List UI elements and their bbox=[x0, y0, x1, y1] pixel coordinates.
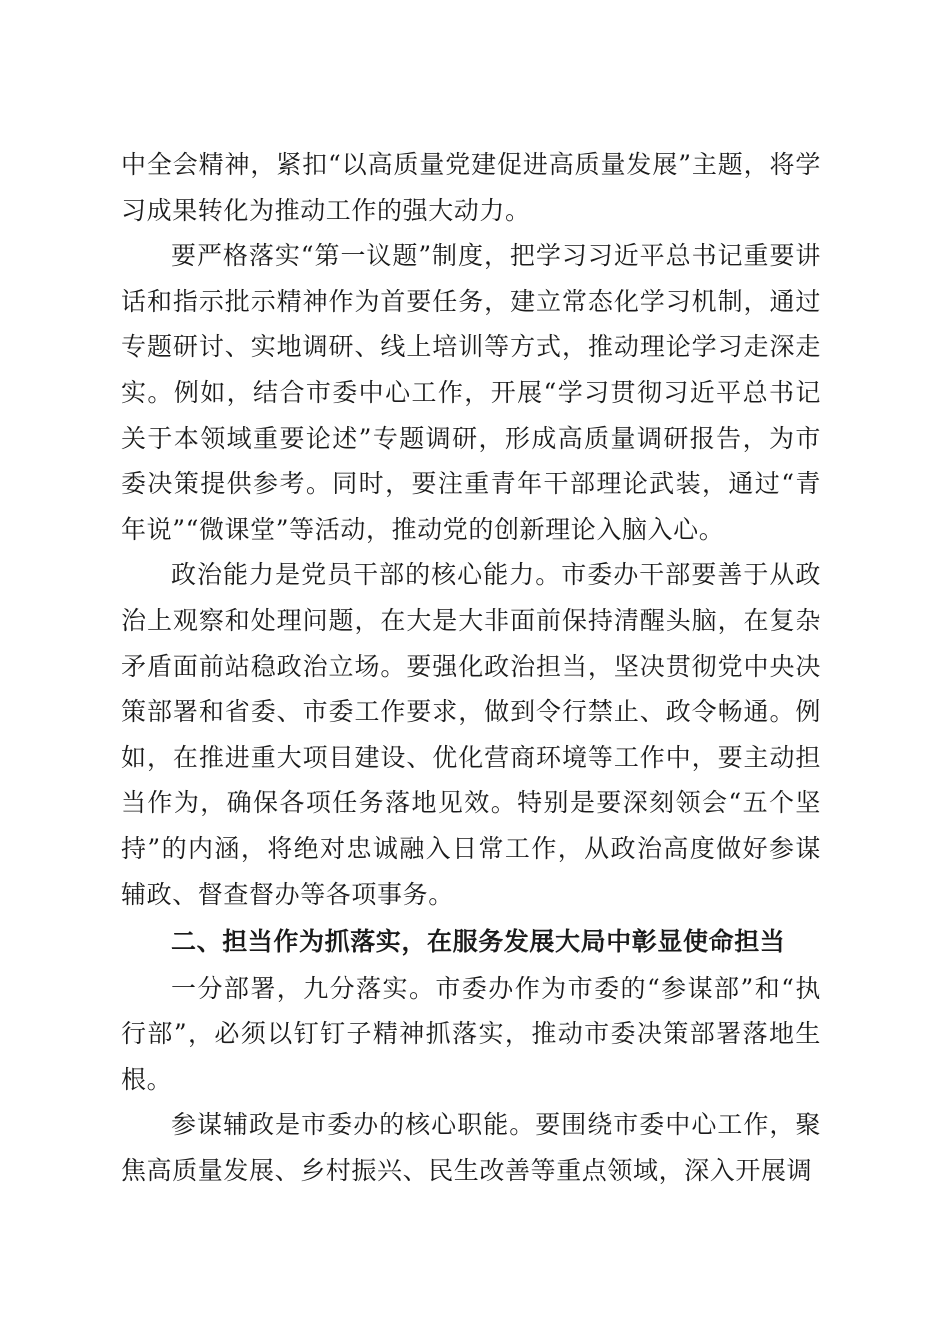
paragraph-implementation: 一分部署，九分落实。市委办作为市委的“参谋部”和“执行部”，必须以钉钉子精神抓落实，推动市委决策部署落地生根。 bbox=[121, 973, 821, 1094]
section-heading: 二、担当作为抓落实，在服务发展大局中彰显使命担当 bbox=[171, 927, 786, 957]
document-body bbox=[121, 142, 821, 1194]
paragraph-first-topic-system: 要严格落实“第一议题”制度，把学习习近平总书记重要讲话和指示批示精神作为首要任务，建立常态化学习机制，通过专题研讨、实地调研、线上培训等方式，推动理论学习走深走实。例如，结合市委中心工作，开展“学习贯彻习近平总书记关于本领域重要论述”专题调研，形成高质量调研报告，为市委决策提供参考。同时，要注重青年干部理论武装，通过“青年说”“微课堂”等活动，推动党的创新理论入脑入心。 bbox=[121, 241, 821, 544]
paragraph-political-ability: 政治能力是党员干部的核心能力。市委办干部要善于从政治上观察和处理问题，在大是大非面前保持清醒头脑，在复杂矛盾面前站稳政治立场。要强化政治担当，坚决贯彻党中央决策部署和省委、市委工作要求，做到令行禁止、政令畅通。例如，在推进重大项目建设、优化营商环境等工作中，要主动担当作为，确保各项任务落地见效。特别是要深刻领会“五个坚持”的内涵，将绝对忠诚融入日常工作，从政治高度做好参谋辅政、督查督办等各项事务。 bbox=[121, 560, 821, 909]
paragraph-continuation: 中全会精神，紧扣“以高质量党建促进高质量发展”主题，将学习成果转化为推动工作的强大动力。 bbox=[121, 150, 821, 225]
paragraph-advisory-role: 参谋辅政是市委办的核心职能。要围绕市委中心工作，聚焦高质量发展、乡村振兴、民生改善等重点领域，深入开展调 bbox=[121, 1110, 821, 1186]
